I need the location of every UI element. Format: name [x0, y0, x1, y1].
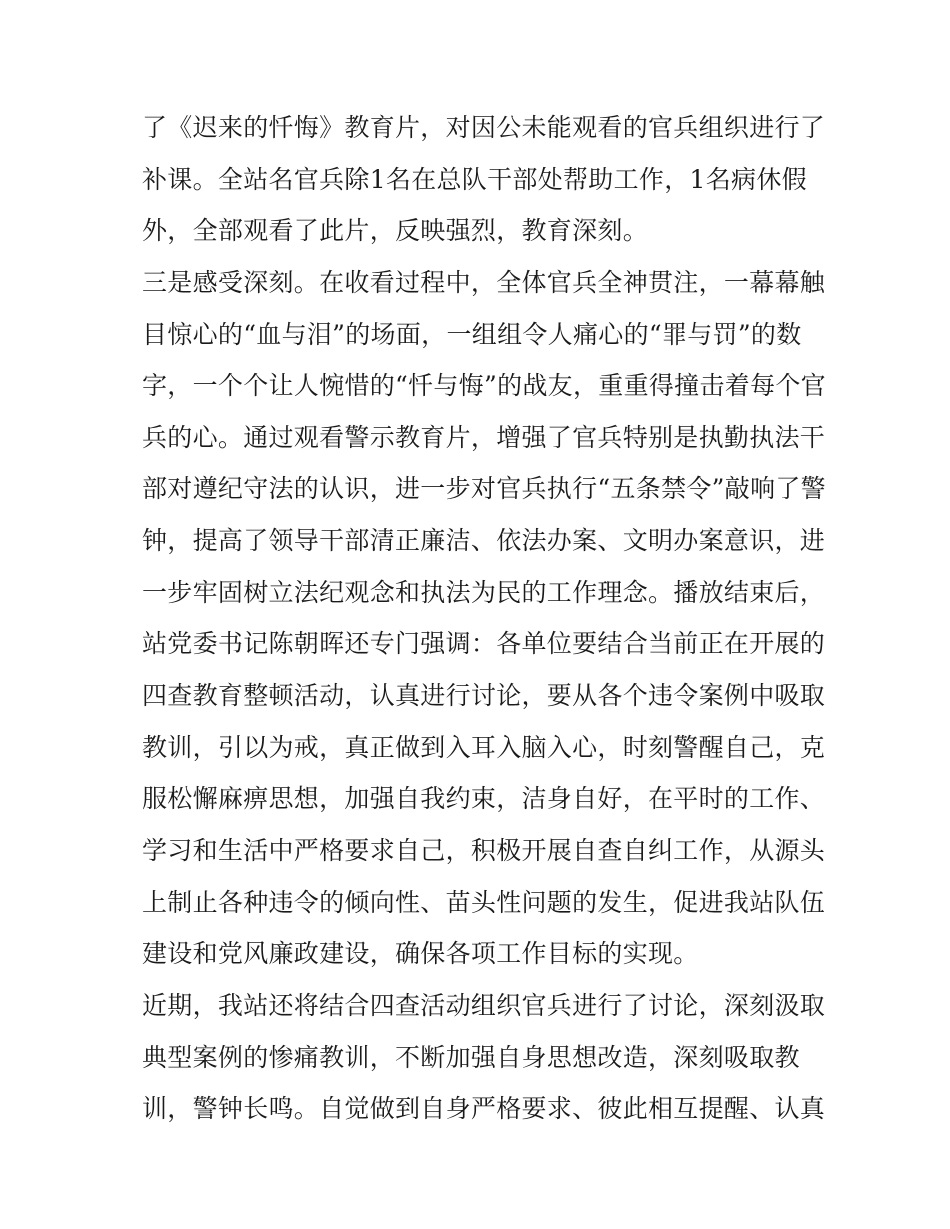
text-line: 字，一个个让人惋惜的“忏与悔”的战友，重重得撞击着每个官 — [142, 371, 826, 401]
text-line: 站党委书记陈朝晖还专门强调：各单位要结合当前正在开展的 — [142, 629, 826, 659]
text-line: 三是感受深刻。在收看过程中，全体官兵全神贯注，一幕幕触 — [142, 267, 826, 297]
text-line: 钟，提高了领导干部清正廉洁、依法办案、文明办案意识，进 — [142, 526, 826, 556]
text-line: 补课。全站名官兵除1名在总队干部处帮助工作，1名病休假 — [142, 164, 807, 194]
text-line: 外，全部观看了此片，反映强烈，教育深刻。 — [142, 216, 649, 246]
body-text — [142, 109, 826, 1142]
text-line: 教训，引以为戒，真正做到入耳入脑入心，时刻警醒自己，克 — [142, 732, 826, 762]
text-line: 训，警钟长鸣。自觉做到自身严格要求、彼此相互提醒、认真 — [142, 1094, 826, 1124]
text-line: 目惊心的“血与泪”的场面，一组组令人痛心的“罪与罚”的数 — [142, 319, 802, 349]
text-line: 近期，我站还将结合四查活动组织官兵进行了讨论，深刻汲取 — [142, 990, 826, 1020]
text-line: 部对遵纪守法的认识，进一步对官兵执行“五条禁令”敲响了警 — [142, 474, 826, 504]
text-line: 一步牢固树立法纪观念和执法为民的工作理念。播放结束后， — [142, 577, 826, 607]
text-line: 上制止各种违令的倾向性、苗头性问题的发生，促进我站队伍 — [142, 887, 826, 917]
text-line: 服松懈麻痹思想，加强自我约束，洁身自好，在平时的工作、 — [142, 784, 826, 814]
text-line: 典型案例的惨痛教训，不断加强自身思想改造，深刻吸取教 — [142, 1042, 800, 1072]
text-line: 学习和生活中严格要求自己，积极开展自查自纠工作，从源头 — [142, 835, 826, 865]
text-line: 建设和党风廉政建设，确保各项工作目标的实现。 — [142, 939, 699, 969]
text-line: 了《迟来的忏悔》教育片，对因公未能观看的官兵组织进行了 — [142, 113, 826, 142]
text-line: 四查教育整顿活动，认真进行讨论，要从各个违令案例中吸取 — [142, 681, 826, 711]
text-line: 兵的心。通过观看警示教育片，增强了官兵特别是执勤执法干 — [142, 422, 826, 452]
